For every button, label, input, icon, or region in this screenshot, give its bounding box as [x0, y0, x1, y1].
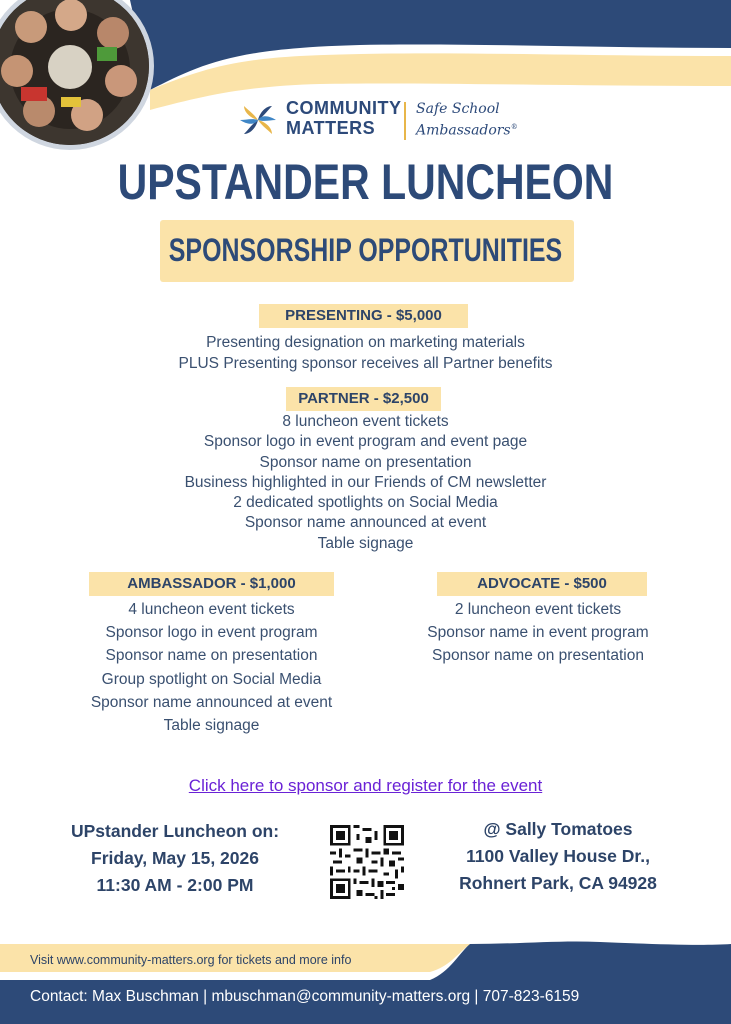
benefit-item: Sponsor name in event program	[427, 624, 649, 642]
org-name-line1: COMMUNITY	[286, 98, 402, 118]
benefit-item: Sponsor name on presentation	[105, 647, 318, 665]
benefit-item: Sponsor name on presentation	[432, 647, 644, 665]
contact-info: Contact: Max Buschman | mbuschman@community-matters.org | 707-823-6159	[30, 988, 580, 1005]
program-name	[416, 100, 518, 140]
benefit-item: 2 dedicated spotlights on Social Media	[233, 494, 498, 512]
event-details	[30, 818, 320, 899]
venue-details	[420, 816, 696, 897]
benefit-item: PLUS Presenting sponsor receives all Partner benefits	[178, 355, 553, 372]
pinwheel-logo-icon	[238, 100, 278, 140]
tier-presenting-label: PRESENTING - $5,000	[259, 304, 468, 328]
benefit-item: 8 luncheon event tickets	[282, 413, 449, 430]
group-photo-icon	[0, 0, 149, 145]
page-subtitle: SPONSORSHIP OPPORTUNITIES	[168, 232, 563, 268]
benefit-item: Table signage	[163, 717, 260, 735]
benefit-item: 2 luncheon event tickets	[454, 601, 622, 618]
event-time: 11:30 AM - 2:00 PM	[96, 875, 254, 895]
tier-presenting-benefits	[0, 332, 731, 374]
event-name: UPstander Luncheon on:	[70, 821, 280, 841]
benefit-item: Presenting designation on marketing materials	[206, 334, 525, 351]
org-logo	[238, 96, 528, 146]
benefit-item: Sponsor logo in event program and event page	[203, 433, 528, 451]
benefit-item: Business highlighted in our Friends of CM newsletter	[184, 473, 547, 491]
program-name-line2: Ambassadors	[416, 122, 511, 139]
org-name	[286, 98, 402, 138]
benefit-item: Sponsor logo in event program	[105, 624, 318, 642]
benefit-item: Sponsor name on presentation	[259, 453, 472, 471]
org-name-line2: MATTERS	[286, 118, 376, 138]
benefit-item: Sponsor name announced at event	[90, 693, 333, 711]
tier-advocate-label: ADVOCATE - $500	[437, 572, 647, 596]
venue-address-line1: 1100 Valley House Dr.,	[466, 846, 650, 866]
event-date: Friday, May 15, 2026	[91, 848, 259, 868]
venue-address-line2: Rohnert Park, CA 94928	[459, 873, 657, 893]
tier-ambassador-benefits	[40, 598, 383, 737]
tier-ambassador-label: AMBASSADOR - $1,000	[89, 572, 334, 596]
venue-name: @ Sally Tomatoes	[483, 819, 633, 839]
register-link[interactable]: Click here to sponsor and register for the event	[188, 776, 543, 795]
visit-website-text: Visit www.community-matters.org for tickets and more info	[30, 953, 352, 967]
program-name-line1: Safe School	[416, 101, 500, 117]
benefit-item: Table signage	[317, 534, 414, 552]
tier-partner-label: PARTNER - $2,500	[286, 387, 441, 411]
logo-divider	[404, 102, 406, 140]
page-title: UPSTANDER LUNCHEON	[117, 154, 614, 210]
benefit-item: 4 luncheon event tickets	[128, 601, 295, 618]
registered-mark: ®	[510, 123, 518, 131]
benefit-item: Sponsor name announced at event	[244, 514, 487, 532]
tier-partner-benefits	[0, 412, 731, 554]
qr-code-icon[interactable]	[330, 825, 404, 899]
benefit-item: Group spotlight on Social Media	[101, 670, 322, 688]
tier-advocate-benefits	[390, 598, 686, 668]
